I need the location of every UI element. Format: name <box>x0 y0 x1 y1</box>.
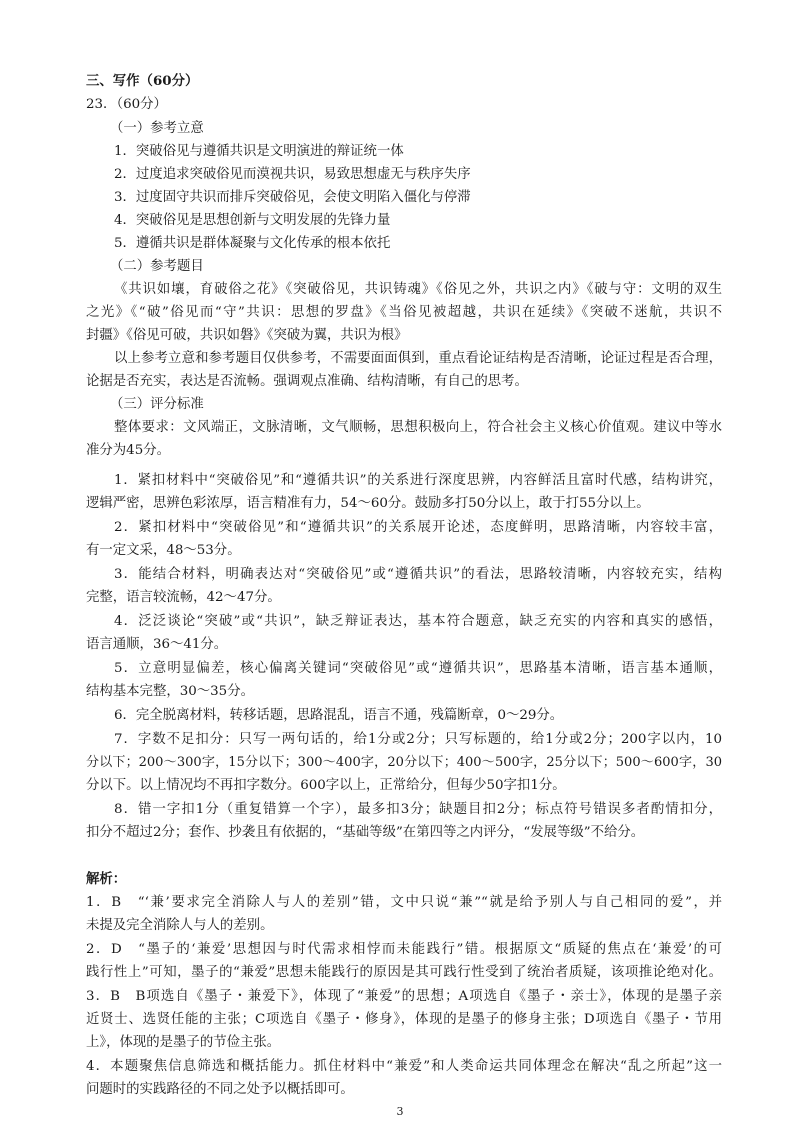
analysis-line: 未提及完全消除人与人的差别。 <box>86 918 274 933</box>
analysis-line: 近贤士、选贤任能的主张；C项选自《墨子・修身》，体现的是墨子的修身主张；D项选自《墨子・节用 <box>86 1012 722 1027</box>
part3-heading: （三）评分标准 <box>110 397 204 412</box>
analysis-line: 1．B “‘兼’要求完全消除人与人的差别”错，文中只说“兼”“就是给予别人与自己相同的爱”，并 <box>86 895 722 910</box>
criteria-line: 完整，语言较流畅，42～47分。 <box>86 590 281 605</box>
criteria-line: 有一定文采，48～53分。 <box>86 543 241 558</box>
criteria-line: 语言通顺，36～41分。 <box>86 637 228 652</box>
criteria-line: 1．紧扣材料中“突破俗见”和“遵循共识”的关系进行深度思辨，内容鲜活且富时代感，结构讲究， <box>114 473 722 488</box>
criteria-line: 扣分不超过2分；套作、抄袭且有依据的，“基础等级”在第四等之内评分，“发展等级”不给分。 <box>86 825 645 840</box>
analysis-heading: 解析： <box>86 871 127 887</box>
list-item: 5．遵循共识是群体凝聚与文化传承的根本依托 <box>114 236 391 251</box>
criteria-line: 分以下。以上情况均不再扣字数分。600字以上，正常给分，但每少50字扣1分。 <box>86 778 566 793</box>
analysis-line: 3．B B项选自《墨子・兼爱下》，体现了“兼爱”的思想；A项选自《墨子・亲士》，体现的是墨子亲 <box>86 989 722 1004</box>
list-item: 4．突破俗见是思想创新与文明发展的先锋力量 <box>114 213 391 228</box>
section-title: 三、写作（60分） <box>86 73 199 89</box>
criteria-line: 2．紧扣材料中“突破俗见”和“遵循共识”的关系展开论述，态度鲜明，思路清晰，内容较丰富， <box>114 520 722 535</box>
criteria-line: 4．泛泛谈论“突破”或“共识”，缺乏辩证表达，基本符合题意，缺乏充实的内容和真实的感悟， <box>114 614 722 629</box>
analysis-line: 2．D “墨子的‘兼爱’思想因与时代需求相悖而未能践行”错。根据原文“质疑的焦点在‘兼爱’的可 <box>86 942 722 957</box>
criteria-line: 6．完全脱离材料，转移话题，思路混乱，语言不通，残篇断章，0～29分。 <box>114 708 564 723</box>
analysis-line: 问题时的实践路径的不同之处予以概括即可。 <box>86 1082 354 1097</box>
note-line: 以上参考立意和参考题目仅供参考，不需要面面俱到，重点看论证结构是否清晰，论证过程是否合理， <box>114 351 722 366</box>
part2-heading: （二）参考题目 <box>110 259 204 274</box>
criteria-line: 3．能结合材料，明确表达对“突破俗见”或“遵循共识”的看法，思路较清晰，内容较充实，结构 <box>114 567 722 582</box>
criteria-line: 逻辑严密，思辨色彩浓厚，语言精准有力，54～60分。鼓励多打50分以上，敢于打55分以上。 <box>86 496 650 511</box>
criteria-line: 5．立意明显偏差，核心偏离关键词“突破俗见”或“遵循共识”，思路基本清晰，语言基本通顺， <box>114 661 722 676</box>
question-number: 23．（60分） <box>86 97 167 112</box>
page-number: 3 <box>396 1105 404 1118</box>
criteria-line: 8．错一字扣1分（重复错算一个字），最多扣3分；缺题目扣2分；标点符号错误多者酌情扣分， <box>114 802 722 817</box>
part1-heading: （一）参考立意 <box>110 121 204 136</box>
list-item: 2．过度追求突破俗见而漠视共识，易致思想虚无与秩序失序 <box>114 167 471 182</box>
criteria-line: 7．字数不足扣分：只写一两句话的，给1分或2分；只写标题的，给1分或2分；200字以内，10 <box>114 732 722 747</box>
criteria-line: 分以下；200～300字，15分以下；300～400字，20分以下；400～500字，25分以下；500～600字，30 <box>86 755 722 770</box>
overall-line: 准分为45分。 <box>86 443 170 458</box>
title-line: 《共识如壤，育破俗之花》《突破俗见，共识铸魂》《俗见之外，共识之内》《破与守：文明的双生 <box>114 282 722 297</box>
title-line: 之光》《“破”俗见而“守”共识：思想的罗盘》《当俗见被超越，共识在延续》《突破不迷航，共识不 <box>86 305 722 320</box>
list-item: 3．过度固守共识而排斥突破俗见，会使文明陷入僵化与停滞 <box>114 190 471 205</box>
title-line: 封疆》《俗见可破，共识如磐》《突破为翼，共识为根》 <box>86 328 408 343</box>
criteria-line: 结构基本完整，30～35分。 <box>86 684 254 699</box>
overall-line: 整体要求：文风端正，文脉清晰，文气顺畅，思想积极向上，符合社会主义核心价值观。建议中等水 <box>114 420 722 435</box>
list-item: 1．突破俗见与遵循共识是文明演进的辩证统一体 <box>114 144 404 159</box>
analysis-line: 上》，体现的是墨子的节俭主张。 <box>86 1035 281 1050</box>
analysis-line: 4．本题聚焦信息筛选和概括能力。抓住材料中“兼爱”和人类命运共同体理念在解决“乱之所起”这一 <box>86 1059 722 1074</box>
note-line: 论据是否充实，表达是否流畅。强调观点准确、结构清晰，有自己的思考。 <box>86 374 528 389</box>
analysis-line: 践行性上”可知，墨子的“兼爱”思想未能践行的原因是其可践行性受到了统治者质疑，该项推论绝对化。 <box>86 965 722 980</box>
